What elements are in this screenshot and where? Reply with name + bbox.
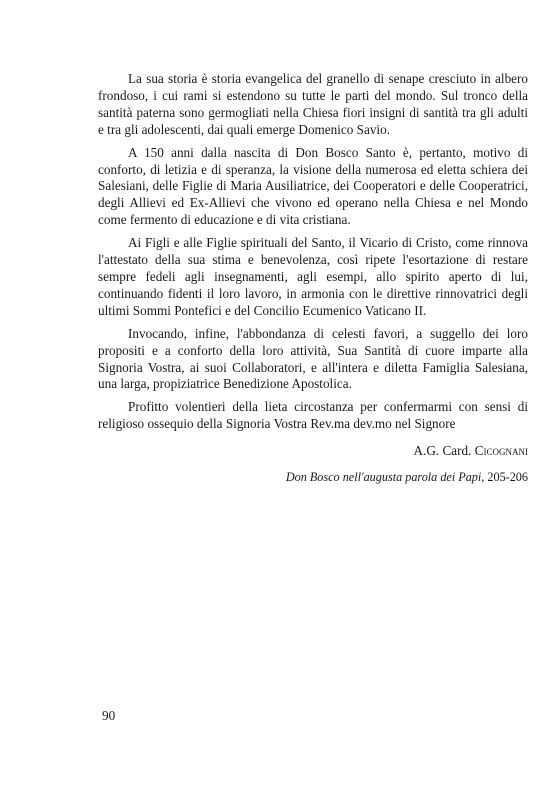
paragraph-closing: Profitto volentieri della lieta circostanza per confermarmi con sensi di religioso ossequio della Signoria Vostra Rev.ma dev.mo nel Signore — [98, 399, 528, 432]
source-citation — [98, 469, 528, 485]
page-number: 90 — [102, 708, 116, 723]
paragraph-blessing: Invocando, infine, l'abbondanza di celesti favori, a suggello dei loro propositi e a conforto della loro attività, Sua Santità di cuore imparte alla Signoria Vostra, ai suoi Collaboratori, e all'intera e diletta Famiglia Salesiana, una larga, propiziatrice Benedizione Apostolica. — [98, 325, 528, 392]
source-title: Don Bosco nell'augusta parola dei Papi, — [285, 470, 485, 484]
paragraph-mustard-seed: La sua storia è storia evangelica del granello di senape cresciuto in albero frondoso, i cui rami si estendono su tutte le parti del mondo. Sul tronco della santità paterna sono germogliati nella Chiesa fiori insigni di santità tra gli adulti e tra gli adolescenti, dai quali emerge Domenico Savio. — [98, 71, 528, 137]
paragraph-anniversary: A 150 anni dalla nascita di Don Bosco Santo è, pertanto, motivo di conforto, di letizia e di speranza, la visione della numerosa ed eletta schiera dei Salesiani, delle Figlie di Maria Ausiliatrice, dei Cooperatori e delle Cooperatrici, degli Allievi ed Ex-Allievi che vivono ed operano nella Chiesa e nel Mondo come fermento di educazione e di vita cristiana. — [98, 144, 528, 228]
letter-body — [98, 71, 528, 433]
signature-surname: Cicognani — [474, 443, 528, 458]
signature — [98, 442, 528, 459]
signature-prefix: A.G. Card. — [413, 443, 475, 458]
source-pages: 205-206 — [484, 470, 528, 484]
paragraph-exhortation: Ai Figli e alle Figlie spirituali del Santo, il Vicario di Cristo, come rinnova l'attestato della sua stima e benevolenza, così ripete l'esortazione di restare sempre fedeli agli insegnamenti, agli esempi, allo spirito aperto di lui, continuando fidenti il loro lavoro, in armonia con le direttive rinnovatrici degli ultimi Sommi Pontefici e del Concilio Ecumenico Vaticano II. — [98, 235, 528, 318]
